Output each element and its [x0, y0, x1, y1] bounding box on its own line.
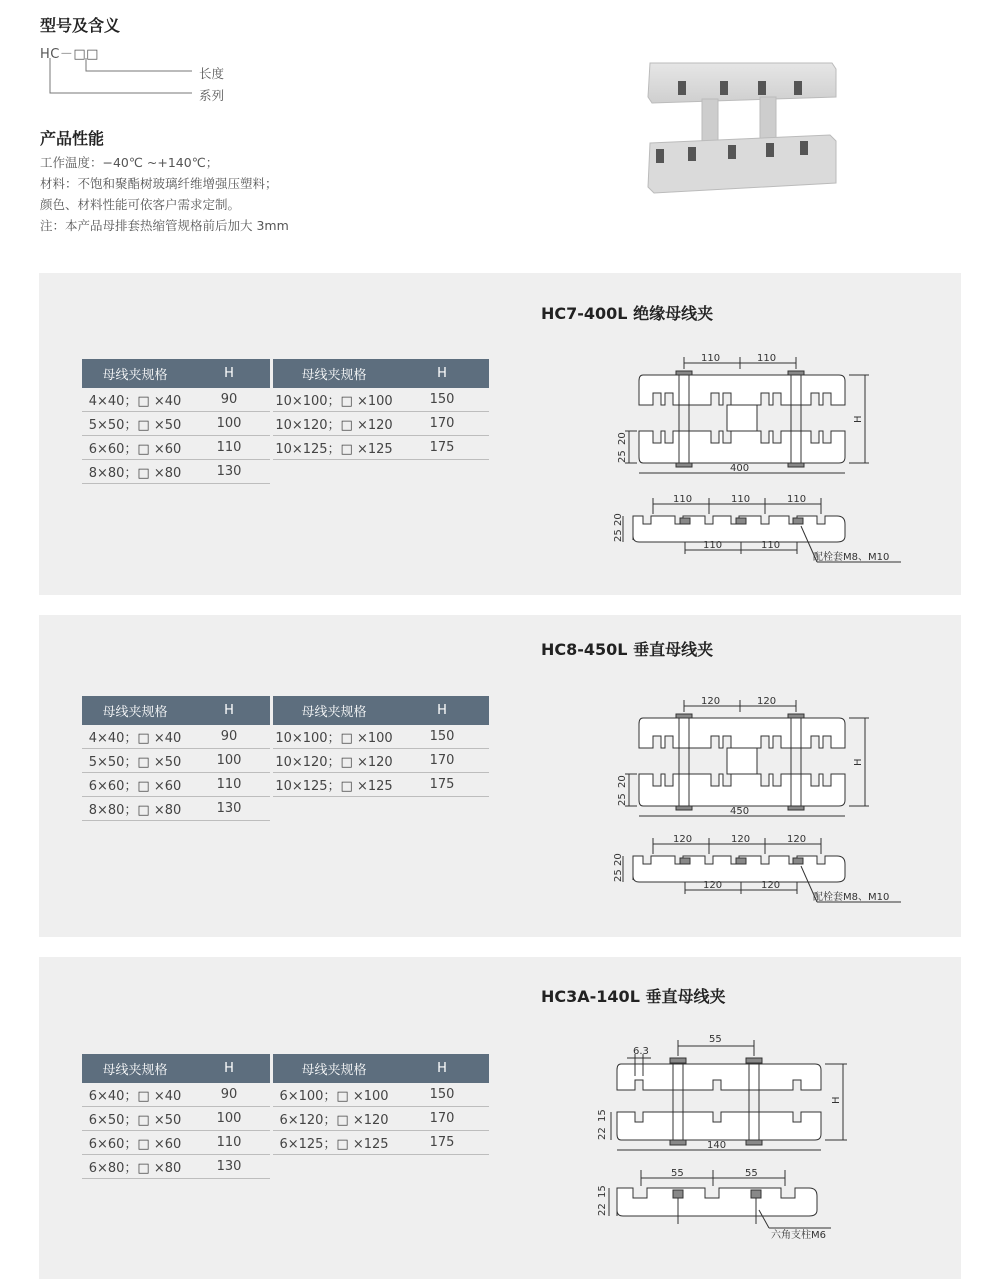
cell-spec: 6×50；□ ×50 — [82, 1107, 188, 1131]
product-title: HC3A-140L 垂直母线夹 — [541, 987, 726, 1006]
header-spec: 母线夹规格 — [273, 696, 395, 725]
product-title: HC7-400L 绝缘母线夹 — [541, 304, 714, 323]
technical-drawing-front — [585, 1030, 865, 1155]
model-heading: 型号及含义 — [40, 16, 121, 35]
cell-h: 130 — [188, 1155, 270, 1179]
cell-empty — [395, 1155, 489, 1179]
cell-spec: 5×50；□ ×50 — [82, 412, 188, 436]
cell-h: 90 — [188, 388, 270, 412]
technical-drawing-side — [605, 832, 905, 912]
cell-h: 110 — [188, 773, 270, 797]
dim-label: 120 — [701, 696, 721, 707]
dim-label: 20 — [613, 853, 624, 866]
cell-spec: 6×125；□ ×125 — [273, 1131, 395, 1155]
cell-h: 90 — [188, 1083, 270, 1107]
cell-h: 150 — [395, 388, 489, 412]
header-h: H — [395, 1054, 489, 1083]
header-h: H — [188, 1054, 270, 1083]
cell-h: 175 — [395, 773, 489, 797]
dim-label: 110 — [701, 353, 721, 364]
dim-label: 110 — [731, 494, 751, 505]
cell-spec: 6×100；□ ×100 — [273, 1083, 395, 1107]
table-row — [82, 460, 489, 484]
spec-table — [82, 1054, 489, 1179]
cell-empty — [395, 460, 489, 484]
cell-h: 170 — [395, 749, 489, 773]
performance-line: 工作温度：−40℃ ~+140℃； — [40, 155, 219, 170]
dim-label: 25 — [613, 869, 624, 882]
cell-empty — [395, 797, 489, 821]
cell-h: 100 — [188, 412, 270, 436]
header-h: H — [188, 696, 270, 725]
table-row — [82, 797, 489, 821]
cell-empty — [273, 797, 395, 821]
model-code-leader-lines — [40, 56, 200, 100]
dim-label: 15 — [597, 1185, 608, 1198]
performance-heading: 产品性能 — [40, 129, 105, 148]
technical-drawing-side — [585, 1164, 865, 1244]
technical-drawing-front — [605, 345, 885, 475]
cell-spec: 6×60；□ ×60 — [82, 436, 188, 460]
cell-spec: 8×80；□ ×80 — [82, 460, 188, 484]
cell-spec: 10×100；□ ×100 — [273, 725, 395, 749]
table-row — [82, 773, 489, 797]
cell-h: 130 — [188, 460, 270, 484]
dim-label: 25 — [613, 529, 624, 542]
cell-spec: 10×100；□ ×100 — [273, 388, 395, 412]
dim-label: 120 — [731, 834, 751, 845]
cell-h: 110 — [188, 1131, 270, 1155]
dim-label: 110 — [761, 540, 781, 551]
cell-h: 100 — [188, 1107, 270, 1131]
cell-h: 130 — [188, 797, 270, 821]
model-label-length: 长度 — [199, 66, 225, 81]
dim-label: 6.3 — [633, 1046, 649, 1057]
technical-drawing-front — [605, 688, 885, 818]
cell-spec: 4×40；□ ×40 — [82, 388, 188, 412]
dim-label: 400 — [730, 463, 750, 474]
table-row — [82, 388, 489, 412]
performance-line: 材料：不饱和聚酯树玻璃纤维增强压塑料； — [40, 176, 278, 191]
dim-label: 120 — [757, 696, 777, 707]
cell-spec: 10×120；□ ×120 — [273, 749, 395, 773]
header-spec: 母线夹规格 — [82, 1054, 188, 1083]
cell-spec: 5×50；□ ×50 — [82, 749, 188, 773]
dim-label: 20 — [617, 432, 628, 445]
table-row — [82, 1083, 489, 1107]
cell-spec: 10×120；□ ×120 — [273, 412, 395, 436]
dim-label: 55 — [745, 1168, 758, 1179]
performance-line: 注：本产品母排套热缩管规格前后加大 3mm — [40, 218, 289, 233]
model-code: HC－□□ — [40, 47, 99, 62]
cell-h: 100 — [188, 749, 270, 773]
dim-label: 110 — [673, 494, 693, 505]
header-h: H — [188, 359, 270, 388]
cell-spec: 10×125；□ ×125 — [273, 436, 395, 460]
spec-table — [82, 359, 489, 484]
dim-label: 120 — [703, 880, 723, 891]
spec-table — [82, 696, 489, 821]
cell-spec: 6×80；□ ×80 — [82, 1155, 188, 1179]
technical-drawing-side — [605, 492, 905, 572]
dim-label: 120 — [761, 880, 781, 891]
header-spec: 母线夹规格 — [273, 359, 395, 388]
product-photo — [640, 55, 840, 220]
table-row — [82, 412, 489, 436]
performance-line: 颜色、材料性能可依客户需求定制。 — [40, 197, 241, 212]
table-row — [82, 436, 489, 460]
cell-empty — [273, 1155, 395, 1179]
dim-label: 450 — [730, 806, 750, 817]
table-row — [82, 1155, 489, 1179]
dim-label: 25 — [617, 793, 628, 806]
dim-label: 120 — [673, 834, 693, 845]
header-h: H — [395, 359, 489, 388]
header-h: H — [395, 696, 489, 725]
dim-label: 140 — [707, 1140, 727, 1151]
drawing-note: 配栓套M8、M10 — [813, 892, 890, 903]
cell-spec: 6×40；□ ×40 — [82, 1083, 188, 1107]
cell-h: 90 — [188, 725, 270, 749]
dim-label: 20 — [613, 513, 624, 526]
dim-label: 110 — [787, 494, 807, 505]
cell-empty — [273, 460, 395, 484]
dim-label: 22 — [597, 1203, 608, 1216]
cell-h: 150 — [395, 1083, 489, 1107]
model-label-series: 系列 — [199, 88, 225, 103]
header-spec: 母线夹规格 — [82, 696, 188, 725]
dim-label: 120 — [787, 834, 807, 845]
table-row — [82, 725, 489, 749]
dim-label: 15 — [597, 1109, 608, 1122]
drawing-note: 六角支柱M6 — [771, 1230, 826, 1241]
product-title: HC8-450L 垂直母线夹 — [541, 640, 714, 659]
dim-label: 20 — [617, 775, 628, 788]
cell-h: 175 — [395, 1131, 489, 1155]
drawing-note: 配栓套M8、M10 — [813, 552, 890, 563]
dim-label: H — [853, 758, 864, 766]
table-row — [82, 1107, 489, 1131]
dim-label: 110 — [757, 353, 777, 364]
dim-label: H — [831, 1096, 842, 1104]
dim-label: 110 — [703, 540, 723, 551]
header-spec: 母线夹规格 — [82, 359, 188, 388]
dim-label: 22 — [597, 1127, 608, 1140]
cell-h: 170 — [395, 1107, 489, 1131]
table-row — [82, 749, 489, 773]
cell-spec: 10×125；□ ×125 — [273, 773, 395, 797]
dim-label: 55 — [671, 1168, 684, 1179]
dim-label: H — [853, 415, 864, 423]
header-spec: 母线夹规格 — [273, 1054, 395, 1083]
cell-h: 110 — [188, 436, 270, 460]
cell-spec: 6×60；□ ×60 — [82, 1131, 188, 1155]
dim-label: 55 — [709, 1034, 722, 1045]
dim-label: 25 — [617, 450, 628, 463]
cell-h: 170 — [395, 412, 489, 436]
cell-spec: 4×40；□ ×40 — [82, 725, 188, 749]
cell-spec: 6×120；□ ×120 — [273, 1107, 395, 1131]
cell-h: 150 — [395, 725, 489, 749]
cell-h: 175 — [395, 436, 489, 460]
cell-spec: 8×80；□ ×80 — [82, 797, 188, 821]
cell-spec: 6×60；□ ×60 — [82, 773, 188, 797]
table-row — [82, 1131, 489, 1155]
